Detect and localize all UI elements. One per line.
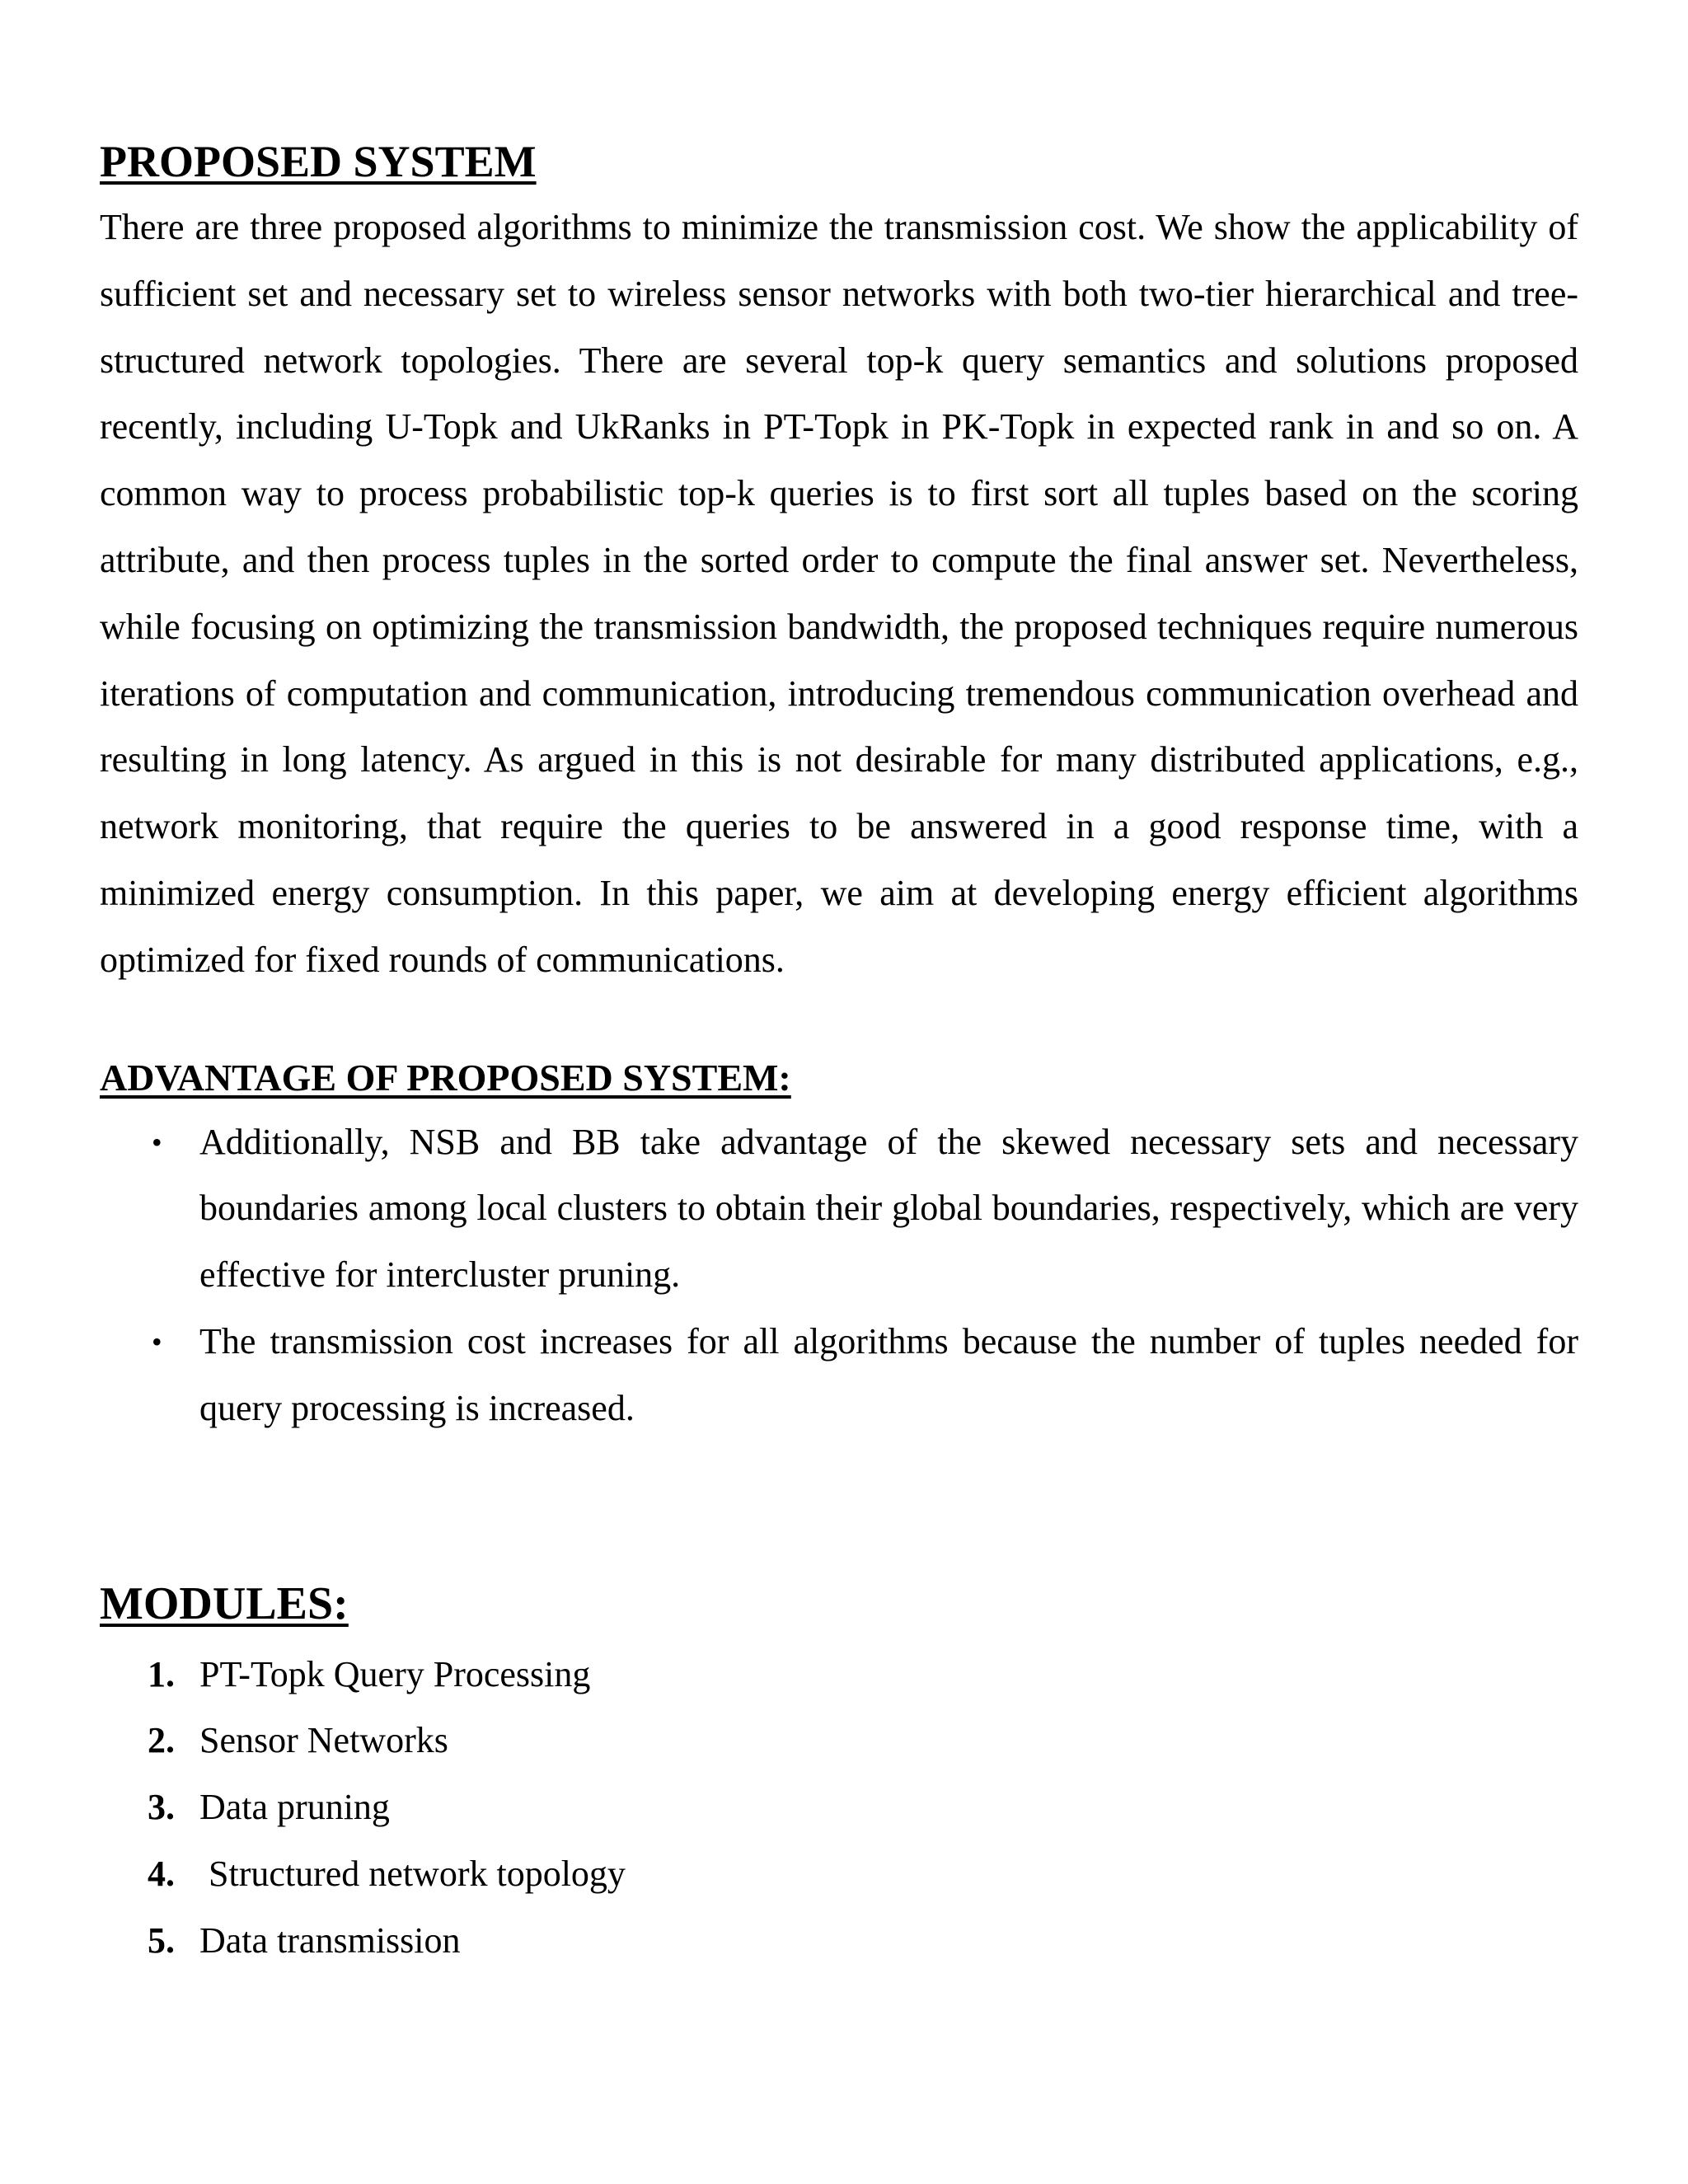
advantage-heading: ADVANTAGE OF PROPOSED SYSTEM: <box>100 1056 791 1099</box>
modules-list <box>100 1642 1578 1975</box>
advantage-item-text: Additionally, NSB and BB take advantage of the skewed necessary sets and necessary boundaries among local clusters to obtain their global boundaries, respectively, which are very effective for intercluster pruning. <box>199 1121 1578 1296</box>
document-page <box>100 132 1578 1975</box>
module-number: 2. <box>148 1720 175 1761</box>
module-label: Sensor Networks <box>199 1720 448 1761</box>
modules-heading: MODULES: <box>100 1577 349 1629</box>
advantage-list <box>100 1109 1578 1442</box>
bullet-icon: • <box>152 1125 162 1159</box>
module-label: Structured network topology <box>199 1853 626 1894</box>
module-number: 4. <box>148 1853 175 1894</box>
module-item <box>100 1841 1578 1908</box>
advantage-item-text: The transmission cost increases for all algorithms because the number of tuples needed for query processing is increased. <box>199 1320 1578 1428</box>
proposed-system-heading: PROPOSED SYSTEM <box>100 137 537 186</box>
advantage-item <box>100 1109 1578 1309</box>
module-label: Data pruning <box>199 1787 390 1828</box>
module-number: 1. <box>148 1653 175 1694</box>
module-label: Data transmission <box>199 1919 461 1961</box>
module-label: PT-Topk Query Processing <box>199 1653 591 1694</box>
proposed-system-paragraph: There are three proposed algorithms to minimize the transmission cost. We show the applicability of sufficient set and necessary set to wireless sensor networks with both two-tier hierarchical and tree-structured network topologies. There are several top-k query semantics and solutions proposed recently, including U-Topk and UkRanks in PT-Topk in PK-Topk in expected rank in and so on. A common way to process probabilistic top-k queries is to first sort all tuples based on the scoring attribute, and then process tuples in the sorted order to compute the final answer set. Nevertheless, while focusing on optimizing the transmission bandwidth, the proposed techniques require numerous iterations of computation and communication, introducing tremendous communication overhead and resulting in long latency. As argued in this is not desirable for many distributed applications, e.g., network monitoring, that require the queries to be answered in a good response time, with a minimized energy consumption. In this paper, we aim at developing energy efficient algorithms optimized for fixed rounds of communications. <box>100 207 1578 980</box>
module-item <box>100 1642 1578 1708</box>
module-item <box>100 1774 1578 1841</box>
bullet-icon: • <box>152 1324 162 1358</box>
module-item <box>100 1708 1578 1774</box>
module-number: 3. <box>148 1787 175 1828</box>
module-item <box>100 1908 1578 1975</box>
advantage-item <box>100 1309 1578 1442</box>
module-number: 5. <box>148 1919 175 1961</box>
